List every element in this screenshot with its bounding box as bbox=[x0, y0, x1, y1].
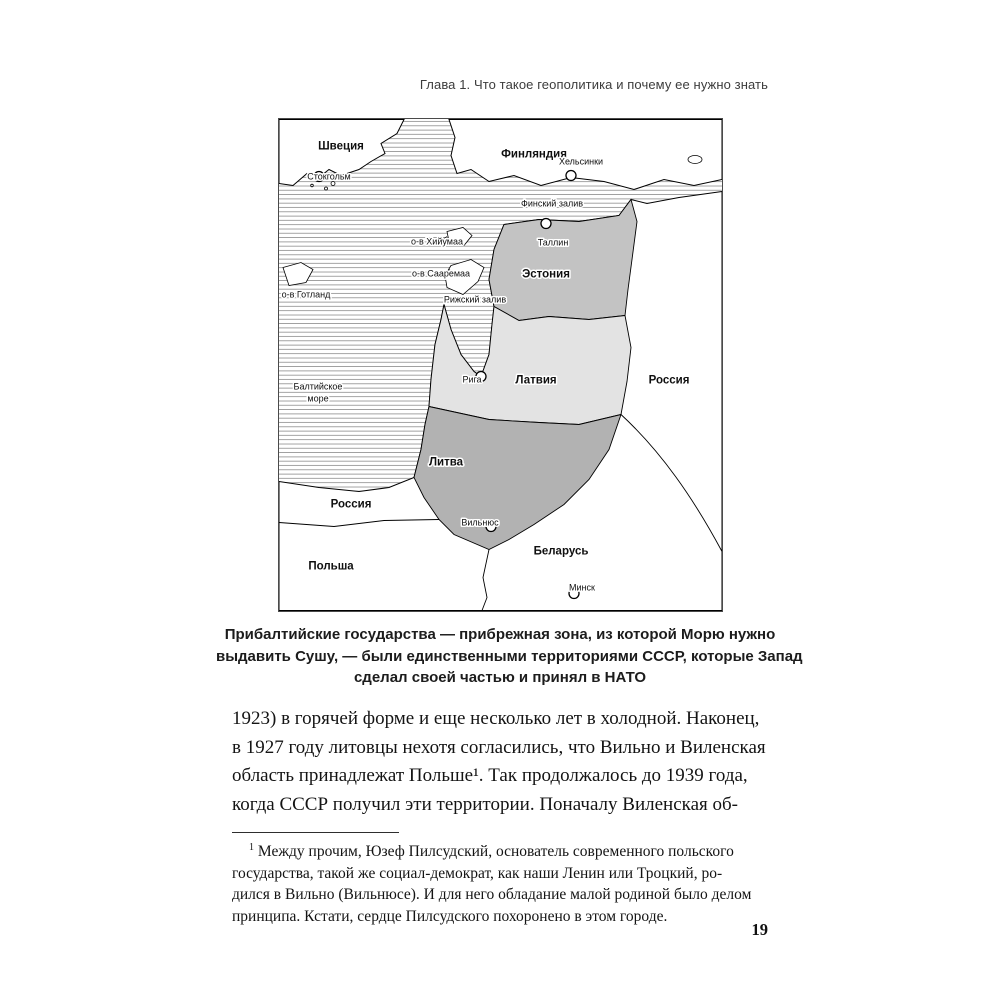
tallinn-label: Таллин bbox=[537, 237, 569, 248]
footnote-line: государства, такой же социал-демократ, как наши Ленин или Троцкий, ро- bbox=[232, 864, 723, 882]
body-line: в 1927 году литовцы нехотя согласились, что Вильно и Виленская bbox=[232, 736, 766, 758]
footnote-line: дился в Вильно (Вильнюсе). И для него обладание малой родиной было делом bbox=[232, 886, 752, 903]
latvia-label: Латвия bbox=[515, 374, 557, 387]
vilnius-label: Вильнюс bbox=[461, 517, 499, 528]
estonia-label: Эстония bbox=[522, 268, 570, 281]
baltic-sea-label-line1: Балтийское bbox=[293, 381, 343, 392]
poland-label: Польша bbox=[308, 560, 354, 573]
russia-east-label: Россия bbox=[648, 374, 690, 387]
footnote bbox=[232, 841, 774, 927]
page-number: 19 bbox=[751, 920, 768, 939]
gulf-of-riga-label: Рижский залив bbox=[443, 294, 507, 305]
helsinki-marker bbox=[566, 171, 576, 181]
swedish-islet bbox=[311, 184, 314, 187]
stockholm-label: Стокгольм bbox=[307, 171, 351, 182]
helsinki-label: Хельсинки bbox=[558, 156, 604, 167]
finland-landmass bbox=[449, 120, 722, 190]
footnote-marker: 1 bbox=[249, 841, 254, 853]
swedish-islet bbox=[325, 187, 328, 190]
swedish-islet bbox=[331, 182, 335, 186]
gulf-of-finland-label: Финский залив bbox=[520, 198, 584, 209]
body-paragraph bbox=[232, 705, 772, 819]
saaremaa-label: о-в Сааремаа bbox=[411, 268, 471, 279]
tallinn-marker bbox=[541, 219, 551, 229]
lithuania-label: Литва bbox=[428, 456, 464, 469]
finnish-lake bbox=[688, 156, 702, 164]
footnote-line bbox=[232, 841, 774, 863]
sweden-label: Швеция bbox=[318, 140, 364, 153]
baltic-map bbox=[279, 119, 722, 611]
chapter-running-header: Глава 1. Что такое геополитика и почему ее нужно знать bbox=[419, 77, 768, 92]
footnote-line: принципа. Кстати, сердце Пилсудского похоронено в этом городе. bbox=[232, 907, 668, 925]
figure-caption-line: сделал своей частью и принял в НАТО bbox=[353, 669, 647, 686]
figure-caption-line: выдавить Сушу, — были единственными территориями СССР, которые Запад bbox=[216, 647, 803, 665]
body-line: область принадлежат Польше¹. Так продолжалось до 1939 года, bbox=[232, 765, 748, 786]
minsk-label: Минск bbox=[569, 582, 595, 593]
gotland-label: о-в Готланд bbox=[281, 289, 331, 300]
riga-label: Рига bbox=[462, 374, 482, 385]
baltic-map-figure bbox=[278, 118, 723, 612]
footnote-text: Между прочим, Юзеф Пилсудский, основатель современного польского bbox=[254, 843, 734, 860]
footnote-divider bbox=[232, 832, 399, 833]
baltic-sea-label-line2: море bbox=[307, 393, 329, 404]
body-line: 1923) в горячей форме и еще несколько лет в холодной. Наконец, bbox=[232, 708, 760, 729]
figure-caption-line: Прибалтийские государства — прибрежная зона, из которой Морю нужно bbox=[224, 626, 776, 643]
figure-caption bbox=[216, 624, 803, 689]
russia-kaliningrad-label: Россия bbox=[330, 498, 372, 511]
finland-label: Финляндия bbox=[501, 148, 567, 161]
belarus-label: Беларусь bbox=[533, 545, 589, 558]
body-line: когда СССР получил эти территории. Поначалу Виленская об- bbox=[232, 793, 738, 815]
hiiumaa-label: о-в Хийумаа bbox=[411, 236, 463, 247]
